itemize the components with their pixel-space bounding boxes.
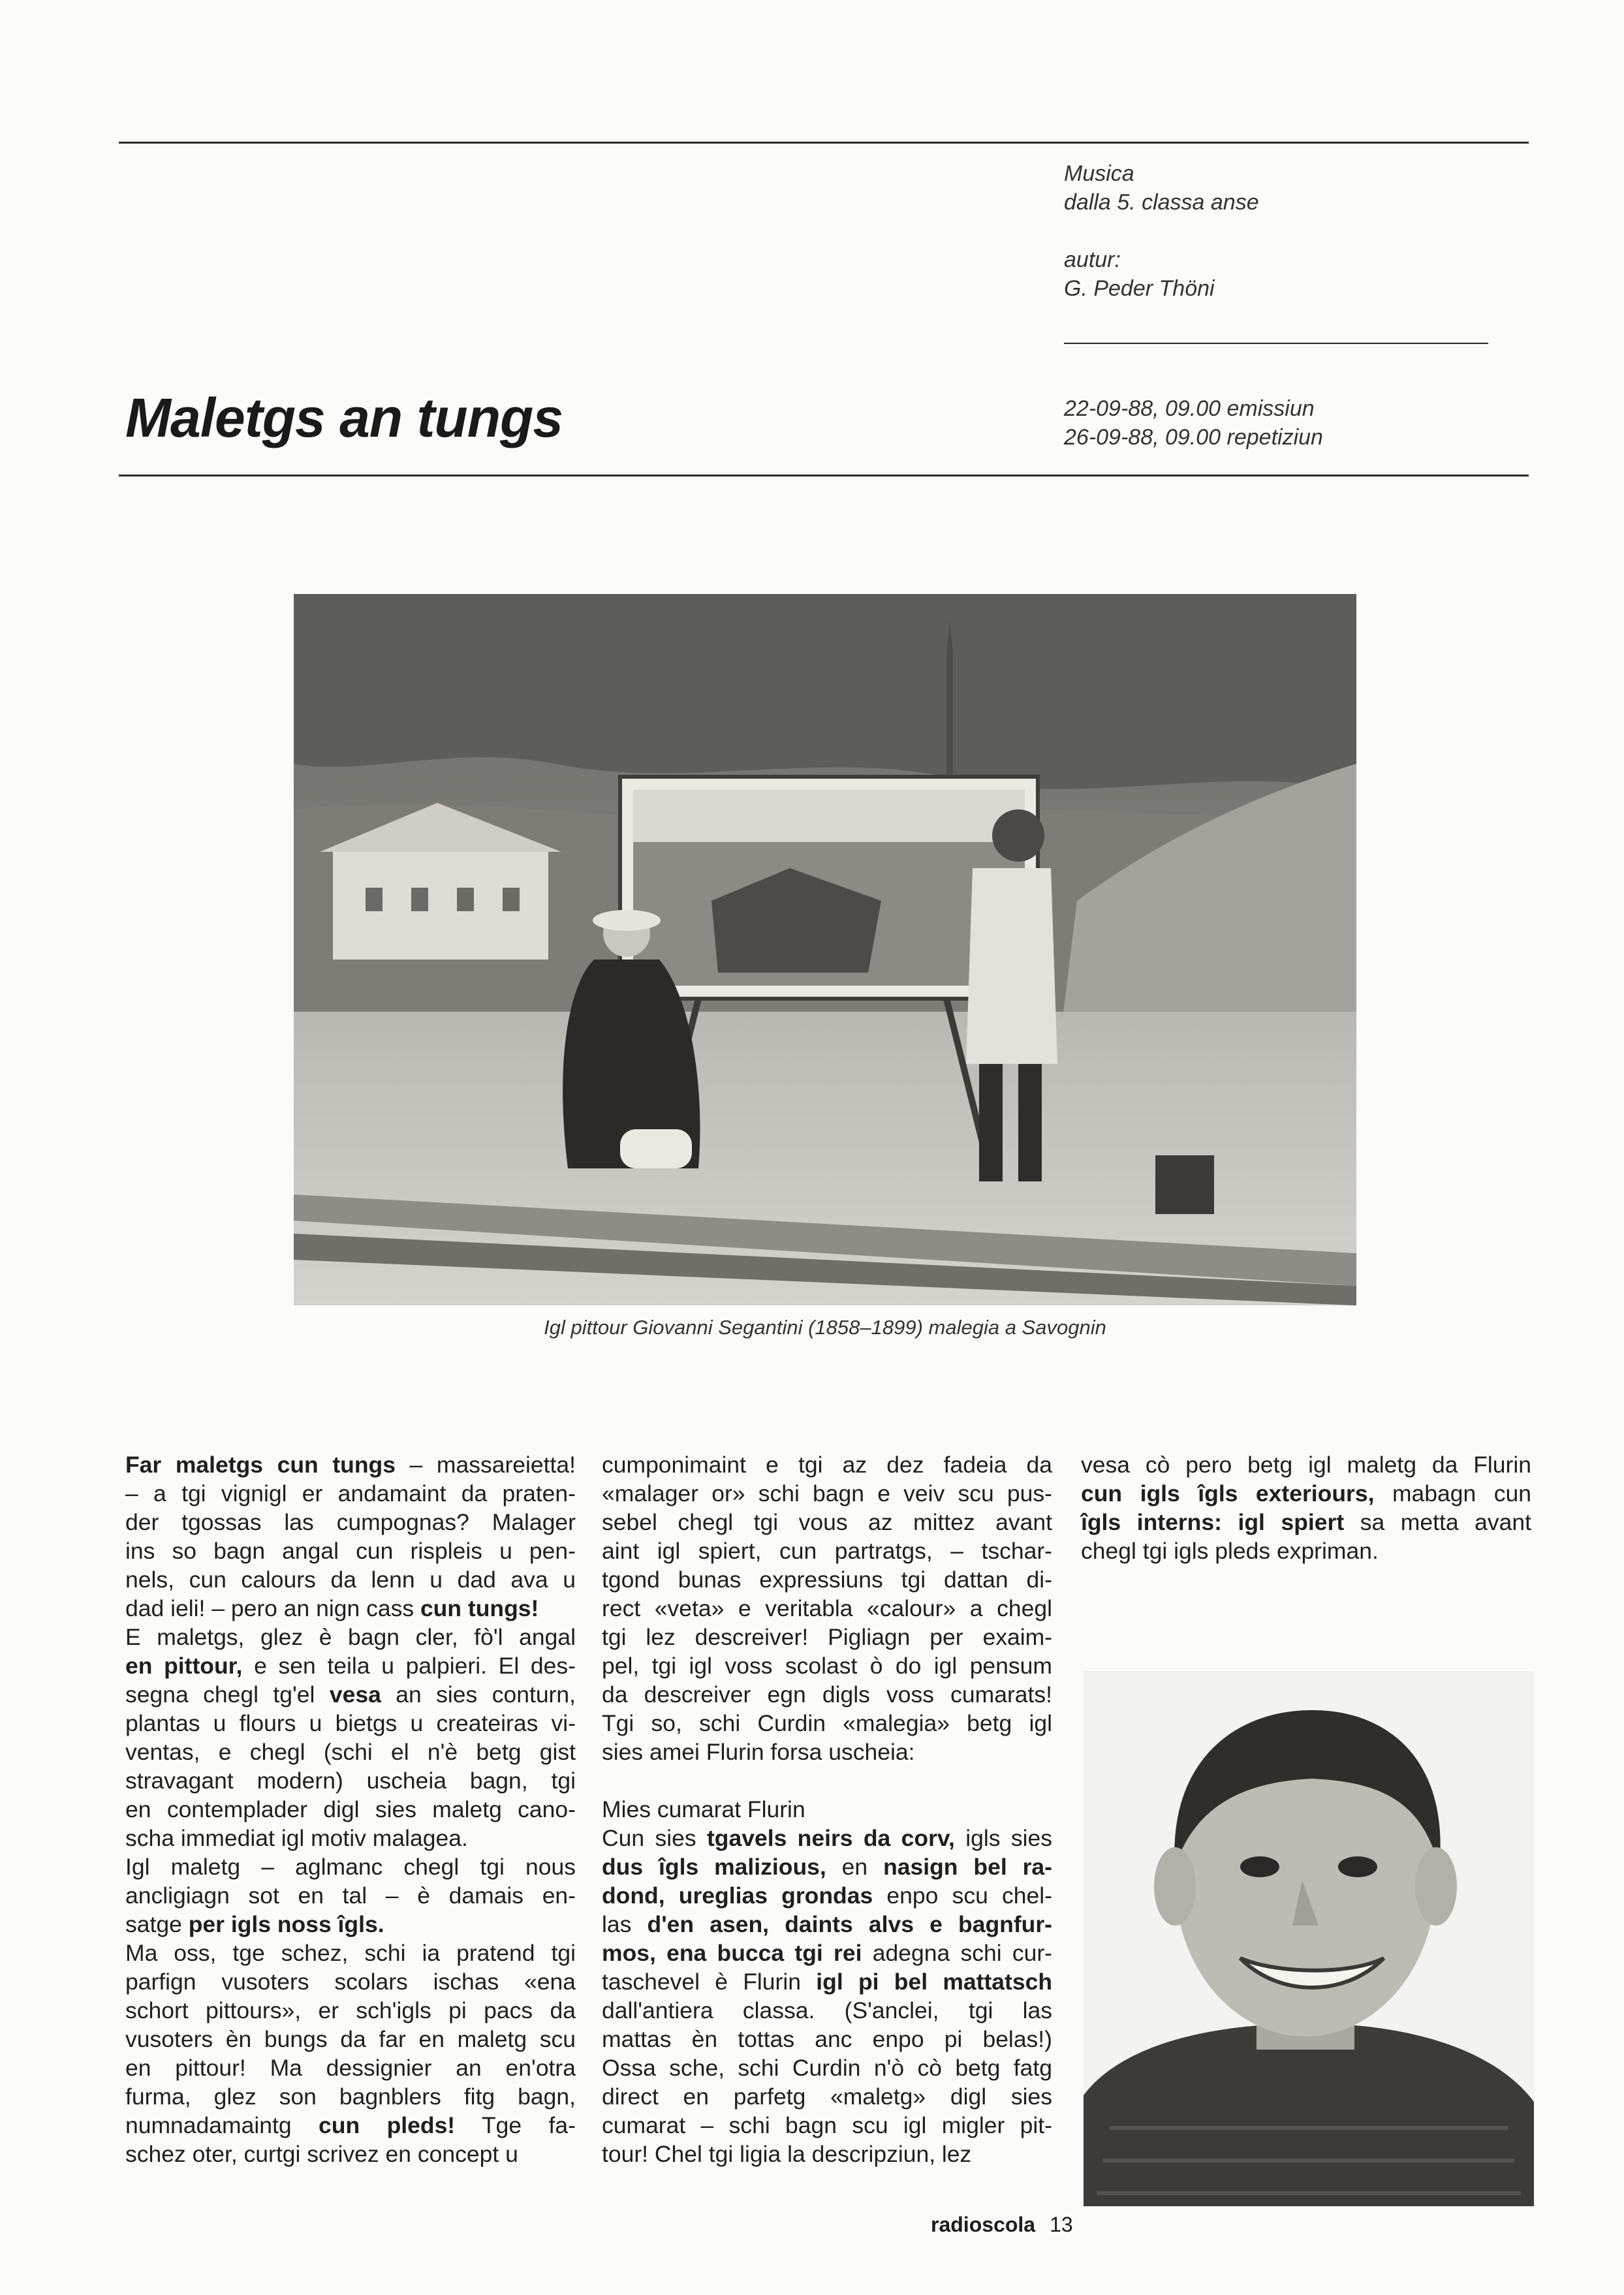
text-run: Tgi so, schi Curdin «malegia» betg igl	[602, 1710, 1052, 1736]
article-line	[125, 1881, 576, 1910]
boy-portrait-photo	[1084, 1671, 1534, 2206]
bold-text: dond, ureglias grondas	[602, 1882, 873, 1909]
text-run: enpo scu chel-	[873, 1882, 1052, 1909]
article-line	[602, 1795, 1052, 1824]
article-line	[602, 1738, 1052, 1766]
text-run: direct en parfetg «maletg» digl sies	[602, 2084, 1052, 2110]
article-line	[602, 2140, 1052, 2168]
text-run: stravagant modern) uscheia bagn, tgi	[125, 1768, 576, 1794]
article-line	[602, 1709, 1052, 1738]
publication-name: radioscola	[931, 2213, 1036, 2236]
article-line	[125, 1565, 576, 1594]
bold-text: îgls interns: igl spiert	[1081, 1509, 1345, 1535]
article-line	[125, 1910, 576, 1939]
text-run: satge	[125, 1911, 189, 1937]
bold-text: d'en asen, daints alvs e bagnfur-	[647, 1911, 1052, 1937]
bold-text: nasign bel ra-	[883, 1854, 1052, 1880]
meta-subject-block	[1064, 159, 1259, 217]
paragraph-gap	[602, 1766, 1052, 1795]
text-run: chegl tgi igls pleds expriman.	[1081, 1538, 1379, 1564]
article-line	[602, 1939, 1052, 1967]
text-run: furma, glez son bagnblers fitg bagn,	[125, 2084, 576, 2110]
article-line	[602, 2025, 1052, 2053]
page-footer	[931, 2213, 1073, 2237]
article-line	[602, 1680, 1052, 1709]
text-run: Igl maletg – aglmanc chegl tgi nous	[125, 1854, 576, 1880]
text-run: schez oter, curtgi scrivez en concept u	[125, 2141, 518, 2167]
article-line	[1081, 1537, 1531, 1565]
segantini-photo-image	[294, 594, 1356, 1305]
text-run: der tgossas las cumpognas? Malager	[125, 1509, 576, 1535]
text-run: ventas, e chegl (schi el n'è betg gist	[125, 1739, 576, 1765]
text-run: an sies conturn,	[381, 1681, 576, 1708]
bold-text: dus îgls malizious,	[602, 1854, 826, 1880]
text-run: aint igl spiert, cun partratgs, – tschar-	[602, 1538, 1052, 1564]
meta-subject: Musica	[1064, 161, 1134, 186]
article-line	[1081, 1450, 1531, 1479]
article-line	[602, 1881, 1052, 1910]
bold-text: vesa	[329, 1681, 381, 1708]
text-run: pel, tgi igl voss scolast ò do igl pensum	[602, 1653, 1052, 1679]
text-run: cumponimaint e tgi az dez fadeia da	[602, 1452, 1052, 1478]
text-run: igls sies	[954, 1825, 1052, 1851]
article-line	[125, 1623, 576, 1651]
text-run: ins so bagn angal cun rispleis u pen-	[125, 1538, 576, 1564]
text-run: ancligiagn sot en tal – è damais en-	[125, 1882, 576, 1909]
bold-text: tgavels neirs da corv,	[706, 1825, 955, 1851]
article-line	[602, 1967, 1052, 1996]
text-run: Tge fa-	[455, 2112, 576, 2138]
article-line	[125, 1537, 576, 1565]
article-line	[602, 1479, 1052, 1508]
bold-text: igl pi bel mattatsch	[816, 1969, 1053, 1995]
article-line	[602, 1450, 1052, 1479]
text-run: cumarat – schi bagn scu igl migler pit-	[602, 2112, 1052, 2138]
text-run: sebel chegl tgi vous az mittez avant	[602, 1509, 1052, 1535]
text-run: vusoters èn bungs da far en maletg scu	[125, 2026, 576, 2052]
text-run: «malager or» schi bagn e veiv scu pus-	[602, 1480, 1052, 1507]
text-run: sa metta avant	[1344, 1509, 1531, 1535]
article-line	[602, 1824, 1052, 1852]
article-line	[602, 2111, 1052, 2140]
text-run: e sen teila u palpieri. El des-	[242, 1653, 576, 1679]
boy-portrait-image	[1084, 1671, 1534, 2206]
bold-text: Far maletgs cun tungs	[125, 1452, 396, 1478]
text-run: da descreiver egn digls voss cumarats!	[602, 1681, 1052, 1708]
article-line	[125, 1824, 576, 1852]
text-run: sies amei Flurin forsa uscheia:	[602, 1739, 915, 1765]
article-column-2	[602, 1450, 1052, 2168]
meta-dates-block	[1064, 394, 1323, 452]
article-line	[125, 1738, 576, 1766]
text-run: Ma oss, tge schez, schi ia pratend tgi	[125, 1940, 576, 1966]
article-line	[602, 1623, 1052, 1651]
article-line	[602, 2082, 1052, 2111]
text-run: dad ieli! – pero an nign cass	[125, 1595, 420, 1621]
article-line	[1081, 1508, 1531, 1537]
text-run: en contemplader digl sies maletg cano-	[125, 1796, 576, 1822]
article-line	[125, 2053, 576, 2082]
article-line	[602, 1565, 1052, 1594]
segantini-photo	[294, 594, 1356, 1305]
text-run: en	[826, 1854, 884, 1880]
text-run: tgond bunas expressiuns tgi dattan di-	[602, 1567, 1052, 1593]
text-run: mattas èn tottas anc enpo pi belas!)	[602, 2026, 1052, 2052]
photo-caption: Igl pittour Giovanni Segantini (1858–1899) malegia a Savognin	[544, 1316, 1106, 1339]
text-run: Cun sies	[602, 1825, 707, 1851]
text-run: rect «veta» e veritabla «calour» a chegl	[602, 1595, 1052, 1621]
article-line	[125, 2025, 576, 2053]
text-run: schort pittours», er sch'igls pi pacs da	[125, 1997, 576, 2023]
article-line	[125, 2082, 576, 2111]
text-run: – a tgi vignigl er andamaint da praten-	[125, 1480, 576, 1507]
article-line	[602, 1651, 1052, 1680]
article-line	[602, 1996, 1052, 2025]
bold-text: mos, ena bucca tgi rei	[602, 1940, 862, 1966]
article-line	[1081, 1479, 1531, 1508]
text-run: scha immediat igl motiv malagea.	[125, 1825, 468, 1851]
text-run: adegna schi cur-	[862, 1940, 1052, 1966]
article-line	[125, 1939, 576, 1967]
text-run: taschevel è Flurin	[602, 1969, 817, 1995]
article-line	[125, 1479, 576, 1508]
article-line	[125, 2140, 576, 2168]
bold-text: per igls noss îgls.	[188, 1911, 384, 1937]
top-rule	[119, 142, 1529, 144]
text-run: tgi lez descreiver! Pigliagn per exaim-	[602, 1624, 1052, 1650]
meta-broadcast-date: 22-09-88, 09.00 emissiun	[1064, 396, 1315, 421]
text-run: nels, cun calours da lenn u dad ava u	[125, 1567, 576, 1593]
article-line	[125, 1852, 576, 1881]
article-line	[602, 1852, 1052, 1881]
article-line	[125, 1508, 576, 1537]
meta-author-label: autur:	[1064, 247, 1121, 272]
article-column-3	[1081, 1450, 1531, 1565]
article-line	[125, 1709, 576, 1738]
text-run: numnadamaintg	[125, 2112, 319, 2138]
meta-author-block	[1064, 245, 1215, 303]
page-number: 13	[1050, 2213, 1073, 2236]
text-run: parfign vusoters scolars ischas «ena	[125, 1969, 576, 1995]
article-column-1	[125, 1450, 576, 2168]
article-line	[125, 1651, 576, 1680]
meta-level: dalla 5. classa anse	[1064, 190, 1259, 215]
text-run: – massareietta!	[395, 1452, 576, 1478]
article-line	[602, 1508, 1052, 1537]
bold-text: cun igls îgls exteriours,	[1081, 1480, 1375, 1507]
page-title: Maletgs an tungs	[125, 387, 563, 448]
article-line	[125, 1996, 576, 2025]
bold-text: cun pleds!	[319, 2112, 456, 2138]
article-line	[602, 2053, 1052, 2082]
bold-text: cun tungs!	[420, 1595, 539, 1621]
article-line	[125, 1680, 576, 1709]
article-line	[602, 1910, 1052, 1939]
text-run: mabagn cun	[1374, 1480, 1531, 1507]
article-line	[602, 1594, 1052, 1623]
text-run: dall'antiera classa. (S'anclei, tgi las	[602, 1997, 1052, 2023]
article-line	[602, 1537, 1052, 1565]
text-run: E maletgs, glez è bagn cler, fò'l angal	[125, 1624, 576, 1650]
text-run: en pittour! Ma dessignier an en'otra	[125, 2055, 576, 2081]
text-run: vesa cò pero betg igl maletg da Flurin	[1081, 1452, 1531, 1478]
article-line	[125, 2111, 576, 2140]
title-rule	[119, 475, 1529, 476]
article-line	[125, 1594, 576, 1623]
text-run: tour! Chel tgi ligia la descripziun, lez	[602, 2141, 972, 2167]
text-run: las	[602, 1911, 648, 1937]
text-run: segna chegl tg'el	[125, 1681, 330, 1708]
article-line	[125, 1967, 576, 1996]
article-line	[125, 1450, 576, 1479]
text-run: Mies cumarat Flurin	[602, 1796, 805, 1822]
article-line	[125, 1766, 576, 1795]
meta-author: G. Peder Thöni	[1064, 276, 1215, 301]
bold-text: en pittour,	[125, 1653, 243, 1679]
meta-repeat-date: 26-09-88, 09.00 repetiziun	[1064, 425, 1323, 450]
article-line	[125, 1795, 576, 1824]
text-run: Ossa sche, schi Curdin n'ò cò betg fatg	[602, 2055, 1052, 2081]
meta-divider	[1064, 343, 1488, 344]
text-run: plantas u flours u bietgs u createiras vi-	[125, 1710, 576, 1736]
